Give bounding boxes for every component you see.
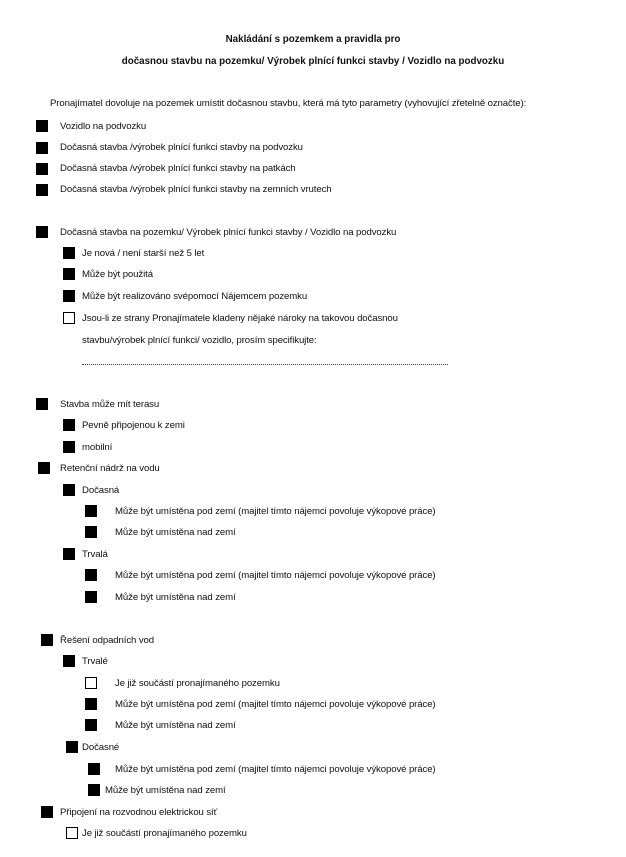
option-label: Dočasná stavba /výrobek plnící funkci stavby na patkách [60,163,296,174]
checkbox-trvala[interactable] [63,548,75,560]
option-label-continued: stavbu/výrobek plnící funkci/ vozidlo, prosím specifikujte: [82,335,317,346]
option-label: Jsou-li ze strany Pronajímatele kladeny nějaké nároky na takovou dočasnou [82,313,398,324]
option-label: Může být realizováno svépomocí Nájemcem pozemku [82,291,308,302]
checkbox-muze-byt-pouzita[interactable] [63,268,75,280]
checkbox-trvale-soucasti-pozemku[interactable] [85,677,97,689]
checkbox-docasna-stavba-section[interactable] [36,226,48,238]
checkbox-trvala-pod-zemi[interactable] [85,569,97,581]
intro-text: Pronajímatel dovoluje na pozemek umístit dočasnou stavbu, která má tyto parametry (vyhovující zřetelně označte): [50,98,527,109]
checkbox-retencni-nadrz[interactable] [38,462,50,474]
option-label: Může být umístěna pod zemí (majitel tímto nájemci povoluje výkopové práce) [115,764,436,775]
checkbox-docasna-pod-zemi[interactable] [85,505,97,517]
option-label: Dočasná stavba /výrobek plnící funkci stavby na podvozku [60,142,303,153]
option-label: Trvalé [82,656,108,667]
checkbox-docasna-stavba-na-patkach[interactable] [36,163,48,175]
checkbox-trvala-nad-zemi[interactable] [85,591,97,603]
checkbox-docasna-nad-zemi[interactable] [85,526,97,538]
checkbox-je-nova[interactable] [63,247,75,259]
option-label: Trvalá [82,549,108,560]
section-label: Retenční nádrž na vodu [60,463,160,474]
checkbox-terasa[interactable] [36,398,48,410]
checkbox-elektricka-sit[interactable] [41,806,53,818]
checkbox-docasne[interactable] [66,741,78,753]
option-label: Je nová / není starší než 5 let [82,248,205,259]
section-label: Dočasná stavba na pozemku/ Výrobek plnící funkci stavby / Vozidlo na podvozku [60,227,397,238]
option-label: Pevně připojenou k zemi [82,420,185,431]
option-label: mobilní [82,442,113,453]
option-label: Může být umístěna nad zemí [115,720,236,731]
section-label: Stavba může mít terasu [60,399,160,410]
section-label: Připojení na rozvodnou elektrickou síť [60,807,218,818]
checkbox-docasna-stavba-na-podvozku[interactable] [36,142,48,154]
checkbox-trvale[interactable] [63,655,75,667]
checkbox-trvale-nad-zemi[interactable] [85,719,97,731]
option-label: Může být umístěna pod zemí (majitel tímto nájemci povoluje výkopové práce) [115,699,436,710]
checkbox-trvale-pod-zemi[interactable] [85,698,97,710]
option-label: Dočasné [82,742,120,753]
checkbox-pevne-pripojenou[interactable] [63,419,75,431]
section-label: Řešení odpadních vod [60,635,155,646]
checkbox-odpadni-vody[interactable] [41,634,53,646]
option-label: Může být umístěna pod zemí (majitel tímto nájemci povoluje výkopové práce) [115,570,436,581]
option-label: Dočasná stavba /výrobek plnící funkci stavby na zemních vrutech [60,184,332,195]
checkbox-naroky-pronajimatele[interactable] [63,312,75,324]
checkbox-docasna[interactable] [63,484,75,496]
checkbox-elektrina-soucasti-pozemku[interactable] [66,827,78,839]
option-label: Může být umístěna nad zemí [105,785,226,796]
option-label: Může být použitá [82,269,153,280]
checkbox-svepomoci[interactable] [63,290,75,302]
checkbox-docasne-nad-zemi[interactable] [88,784,100,796]
checkbox-mobilni[interactable] [63,441,75,453]
option-label: Může být umístěna nad zemí [115,527,236,538]
option-label: Dočasná [82,485,120,496]
checkbox-vozidlo-na-podvozku[interactable] [36,120,48,132]
specification-fill-line[interactable] [82,363,448,365]
option-label: Může být umístěna pod zemí (majitel tímto nájemci povoluje výkopové práce) [115,506,436,517]
option-label: Je již součástí pronajímaného pozemku [115,678,280,689]
option-label: Vozidlo na podvozku [60,121,147,132]
option-label: Může být umístěna nad zemí [115,592,236,603]
checkbox-docasne-pod-zemi[interactable] [88,763,100,775]
checkbox-docasna-stavba-na-zemnich-vrutech[interactable] [36,184,48,196]
document-title-line-2: dočasnou stavbu na pozemku/ Výrobek plnící funkci stavby / Vozidlo na podvozku [121,56,505,67]
option-label: Je již součástí pronajímaného pozemku [82,828,247,839]
document-title-line-1: Nakládání s pozemkem a pravidla pro [225,34,401,45]
